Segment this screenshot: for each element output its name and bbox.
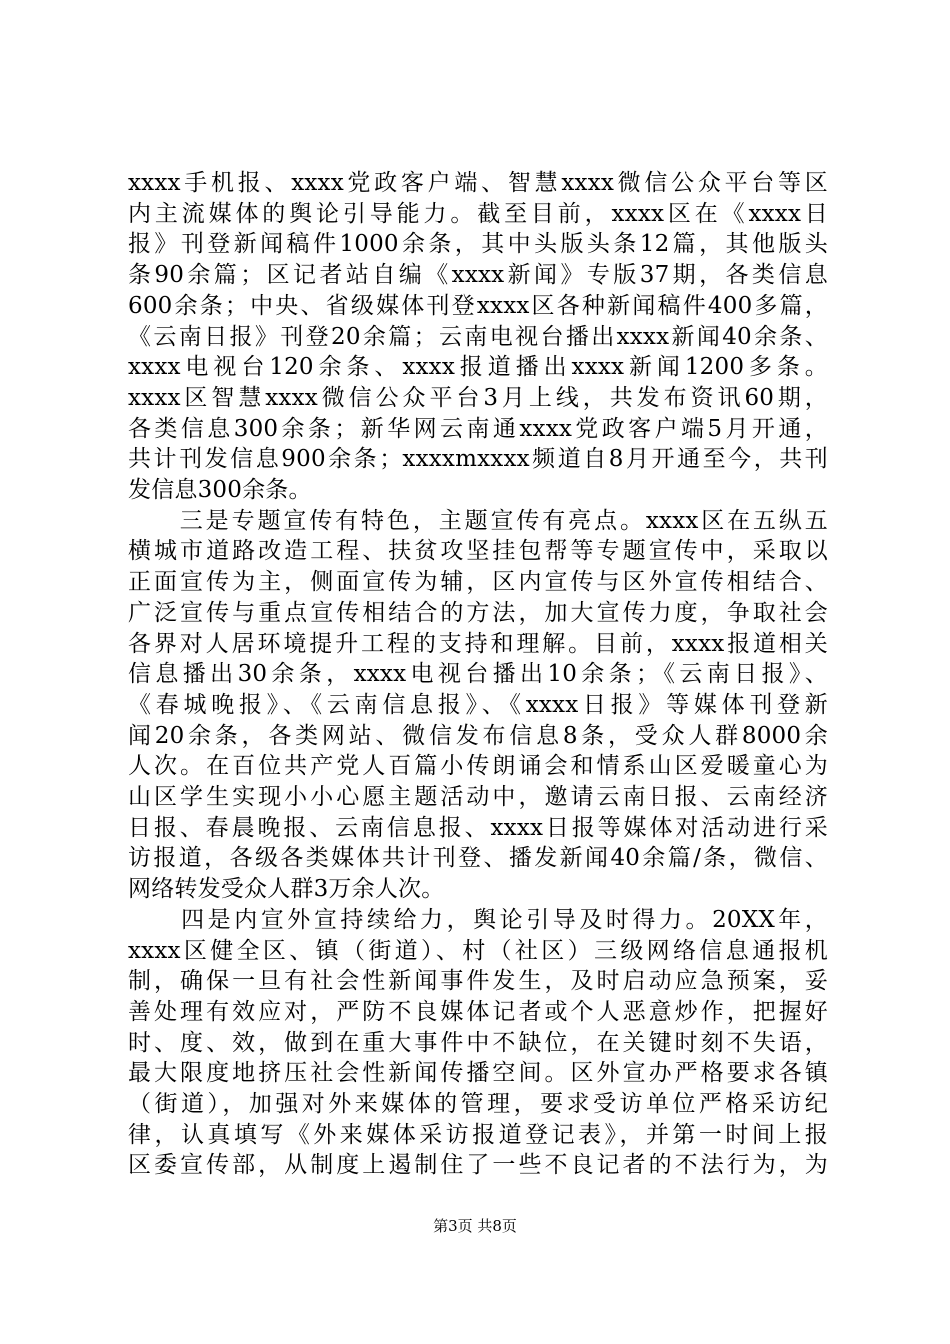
text-line: 各界对人居环境提升工程的支持和理解。目前，xxxx报道相关 xyxy=(128,630,828,657)
text-line: 区委宣传部，从制度上遏制住了一些不良记者的不法行为，为 xyxy=(128,1152,828,1179)
text-line: xxxx区健全区、镇（街道）、村（社区）三级网络信息通报机 xyxy=(128,937,828,964)
text-line: 访报道，各级各类媒体共计刊登、播发新闻40余篇/条，微信、 xyxy=(128,845,828,872)
text-line: 发信息300余条。 xyxy=(128,477,312,503)
text-line: 人次。在百位共产党人百篇小传朗诵会和情系山区爱暖童心为 xyxy=(128,753,828,780)
text-line: 《云南日报》刊登20余篇；云南电视台播出xxxx新闻40余条、 xyxy=(128,323,828,350)
text-line: 正面宣传为主，侧面宣传为辅，区内宣传与区外宣传相结合、 xyxy=(128,569,828,596)
text-line: 条90余篇；区记者站自编《xxxx新闻》专版37期，各类信息 xyxy=(128,262,828,289)
text-line: 网络转发受众人群3万余人次。 xyxy=(128,876,445,903)
text-line: 共计刊发信息900余条；xxxxmxxxx频道自8月开通至今，共刊 xyxy=(128,446,828,473)
text-line: 闻20余条，各类网站、微信发布信息8条，受众人群8000余 xyxy=(128,722,828,749)
text-line: xxxx手机报、xxxx党政客户端、智慧xxxx微信公众平台等区 xyxy=(128,170,828,196)
text-line: 三是专题宣传有特色，主题宣传有亮点。xxxx区在五纵五 xyxy=(128,507,828,534)
text-line: xxxx区智慧xxxx微信公众平台3月上线，共发布资讯60期， xyxy=(128,384,828,411)
text-line: 四是内宣外宣持续给力，舆论引导及时得力。20XX年， xyxy=(128,906,828,933)
text-line: 最大限度地挤压社会性新闻传播空间。区外宣办严格要求各镇 xyxy=(128,1060,828,1087)
text-line: 横城市道路改造工程、扶贫攻坚挂包帮等专题宣传中，采取以 xyxy=(128,538,828,565)
text-line: 制，确保一旦有社会性新闻事件发生，及时启动应急预案，妥 xyxy=(128,968,828,995)
text-line: 600余条；中央、省级媒体刊登xxxx区各种新闻稿件400多篇， xyxy=(128,292,828,319)
text-line: 山区学生实现小小心愿主题活动中，邀请云南日报、云南经济 xyxy=(128,784,828,810)
text-line: 善处理有效应对，严防不良媒体记者或个人恶意炒作，把握好 xyxy=(128,998,828,1025)
text-line: 信息播出30余条，xxxx电视台播出10余条；《云南日报》、 xyxy=(128,661,828,688)
text-line: 《春城晚报》、《云南信息报》、《xxxx日报》等媒体刊登新 xyxy=(128,691,828,718)
text-line: 内主流媒体的舆论引导能力。截至目前，xxxx区在《xxxx日 xyxy=(128,200,828,227)
text-line: 各类信息300余条；新华网云南通xxxx党政客户端5月开通， xyxy=(128,415,828,442)
text-line: xxxx电视台120余条、xxxx报道播出xxxx新闻1200多条。 xyxy=(128,354,828,381)
text-line: 时、度、效，做到在重大事件中不缺位，在关键时刻不失语， xyxy=(128,1029,828,1056)
text-line: 广泛宣传与重点宣传相结合的方法，加大宣传力度，争取社会 xyxy=(128,599,828,626)
text-line: 律，认真填写《外来媒体采访报道登记表》，并第一时间上报 xyxy=(128,1121,828,1148)
text-line: 报》刊登新闻稿件1000余条，其中头版头条12篇，其他版头 xyxy=(128,231,828,258)
text-line: 日报、春晨晚报、云南信息报、xxxx日报等媒体对活动进行采 xyxy=(128,814,828,841)
text-line: （街道），加强对外来媒体的管理，要求受访单位严格采访纪 xyxy=(128,1091,828,1117)
page-footer: 第3页 共8页 xyxy=(433,1217,517,1235)
